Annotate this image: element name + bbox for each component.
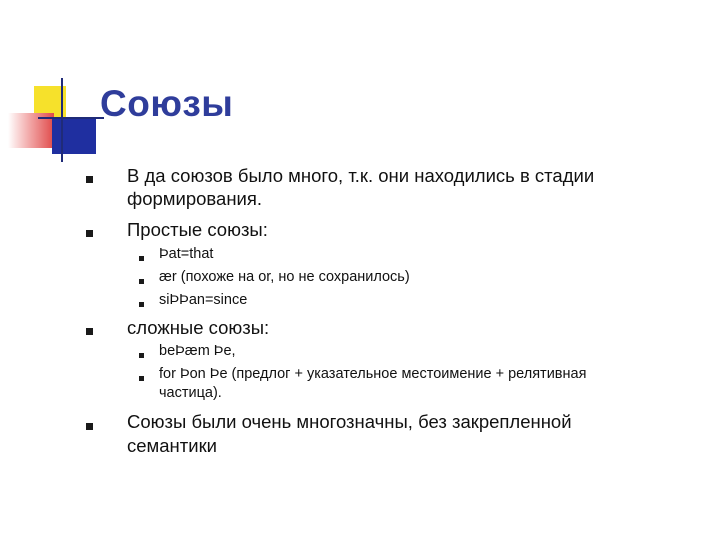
bullet-square-icon <box>86 176 93 183</box>
sub-bullet-text: beÞæm Þe, <box>159 343 236 359</box>
bullet-text: сложные союзы: <box>127 317 270 338</box>
horizontal-line <box>38 117 104 119</box>
bullet-text: Союзы были очень многозначны, без закрепленной <box>127 411 572 432</box>
sub-bullet-square-icon <box>139 256 144 261</box>
blue-square <box>52 118 96 154</box>
bullet-text: семантики <box>127 435 217 456</box>
decorative-logo <box>0 0 110 170</box>
bullet-square-icon <box>86 328 93 335</box>
sub-bullet-square-icon <box>139 376 144 381</box>
sub-bullet-text: Þat=that <box>159 246 214 262</box>
bullet-square-icon <box>86 423 93 430</box>
vertical-line <box>61 78 63 162</box>
sub-bullet-square-icon <box>139 279 144 284</box>
bullet-text: В да союзов было много, т.к. они находились в стадии <box>127 165 595 186</box>
sub-bullet-square-icon <box>139 353 144 358</box>
sub-bullet-text: ær (похоже на or, но не сохранилось) <box>159 269 410 285</box>
bullet-square-icon <box>86 230 93 237</box>
slide-title: Союзы <box>100 83 234 124</box>
sub-bullet-text: for Þon Þe (предлог + указательное местоимение + релятивная <box>159 366 587 382</box>
sub-bullet-square-icon <box>139 302 144 307</box>
sub-bullet-text: частица). <box>159 385 222 401</box>
bullet-text: формирования. <box>127 188 263 209</box>
bullet-text: Простые союзы: <box>127 219 268 240</box>
sub-bullet-text: siÞÞan=since <box>159 292 248 308</box>
